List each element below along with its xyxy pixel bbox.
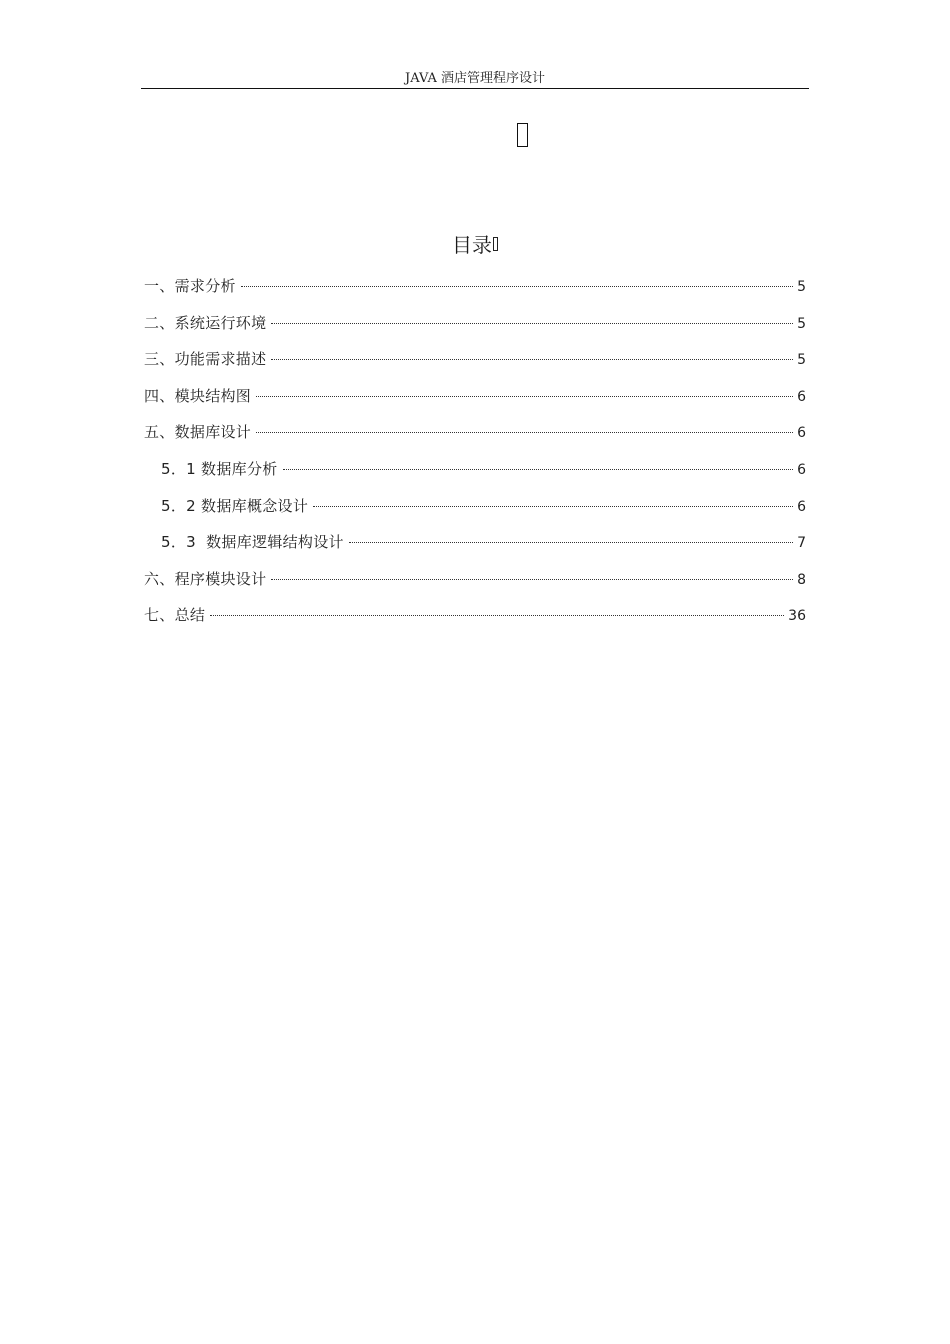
- toc-page-number: 6: [797, 461, 806, 478]
- dot-leader: [283, 469, 794, 470]
- toc-entry[interactable]: [144, 312, 806, 349]
- toc-entry[interactable]: [144, 275, 806, 312]
- toc-entry-label: 三、功能需求描述: [144, 350, 267, 369]
- missing-glyph-icon: [517, 123, 528, 147]
- dot-leader: [349, 542, 793, 543]
- header-rule: [141, 88, 809, 89]
- toc-entry-label: 5．2 数据库概念设计: [161, 496, 309, 515]
- table-of-contents: [144, 275, 806, 641]
- toc-subentry[interactable]: [144, 495, 806, 532]
- toc-entry-label: 五、数据库设计: [144, 423, 252, 442]
- toc-page-number: 8: [797, 571, 806, 588]
- dot-leader: [210, 615, 784, 616]
- toc-entry-label: 二、系统运行环境: [144, 313, 267, 332]
- toc-entry-label: 5．1 数据库分析: [161, 459, 278, 478]
- dot-leader: [256, 432, 793, 433]
- dot-leader: [271, 359, 793, 360]
- toc-subentry[interactable]: [144, 531, 806, 568]
- toc-entry-label: 一、需求分析: [144, 277, 236, 295]
- toc-entry[interactable]: [144, 385, 806, 422]
- toc-entry[interactable]: [144, 604, 806, 641]
- toc-entry-label: 七、总结: [144, 606, 206, 625]
- toc-page-number: 6: [797, 425, 806, 442]
- missing-glyph-icon: [493, 237, 498, 251]
- toc-page-number: 7: [797, 535, 806, 552]
- dot-leader: [271, 579, 793, 580]
- toc-title: 目录: [452, 232, 492, 257]
- page-header: JAVA 酒店管理程序设计: [405, 71, 545, 86]
- toc-entry[interactable]: [144, 568, 806, 605]
- toc-title-container: [0, 230, 950, 258]
- dot-leader: [313, 506, 793, 507]
- toc-entry-label: 六、程序模块设计: [144, 569, 267, 588]
- dot-leader: [256, 396, 793, 397]
- toc-page-number: 6: [797, 388, 806, 405]
- dot-leader: [271, 323, 793, 324]
- toc-entry-label: 5．3 数据库逻辑结构设计: [161, 533, 344, 552]
- toc-subentry[interactable]: [144, 458, 806, 495]
- toc-page-number: 6: [797, 498, 806, 515]
- toc-page-number: 36: [788, 608, 806, 625]
- toc-page-number: 5: [797, 279, 806, 295]
- dot-leader: [241, 286, 793, 287]
- toc-entry-label: 四、模块结构图: [144, 386, 252, 405]
- toc-entry[interactable]: [144, 421, 806, 458]
- toc-entry[interactable]: [144, 348, 806, 385]
- toc-page-number: 5: [797, 352, 806, 369]
- toc-page-number: 5: [797, 315, 806, 332]
